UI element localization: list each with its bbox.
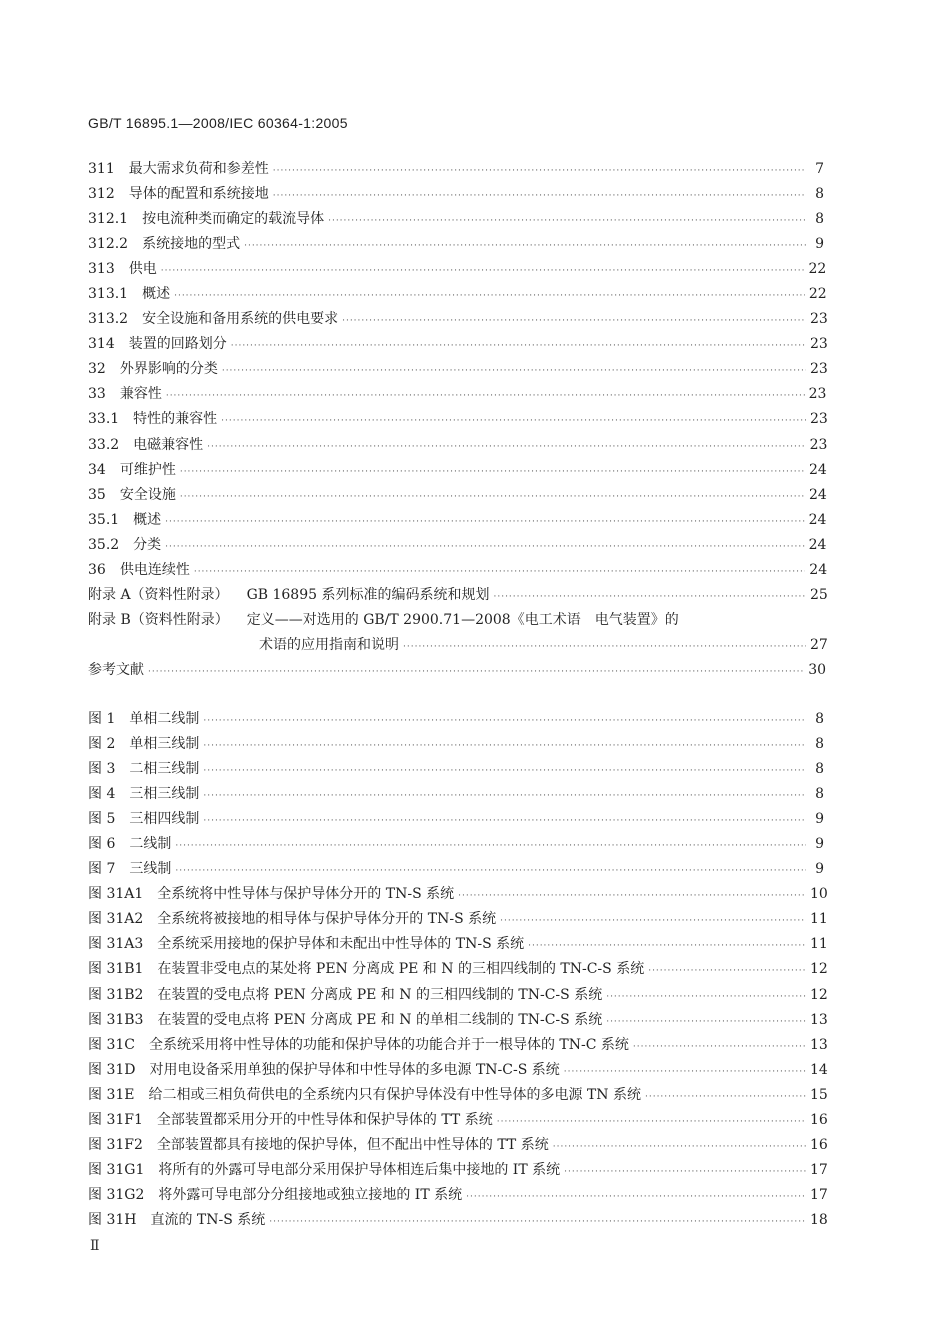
leader-dots [273, 184, 806, 209]
toc-entry-page: 8 [815, 786, 824, 803]
toc-entry-title: 概述 [142, 286, 171, 303]
toc-entry-page: 24 [809, 561, 828, 578]
toc-entry[interactable] [88, 907, 828, 932]
toc-entry-number: 313.2 [88, 311, 129, 328]
toc-entry-title: 全系统采用接地的保护导体和未配出中性导体的 TN-S 系统 [157, 936, 525, 953]
toc-entry[interactable] [88, 707, 824, 732]
toc-entry-number: 312.1 [88, 211, 129, 228]
toc-entry-page: 30 [808, 661, 827, 678]
leader-dots [606, 1010, 806, 1035]
leader-dots [500, 909, 806, 934]
toc-entry-title: GB 16895 系列标准的编码系统和规划 [246, 586, 490, 603]
toc-main [88, 157, 828, 683]
toc-entry[interactable] [88, 307, 828, 332]
toc-entry-number: 35.2 [88, 536, 120, 553]
toc-entry-title: 二线制 [129, 836, 172, 853]
toc-entry-title: 单相三线制 [129, 736, 200, 753]
toc-entry-number: 附录 B（资料性附录） [88, 611, 229, 628]
toc-entry[interactable] [88, 1058, 828, 1083]
toc-entry-title: 特性的兼容性 [133, 411, 218, 428]
toc-entry-page: 23 [810, 336, 828, 353]
toc-entry[interactable] [88, 957, 828, 982]
toc-entry-title: 将所有的外露可导电部分采用保护导体相连后集中接地的 IT 系统 [158, 1161, 561, 1178]
toc-entry-page: 11 [810, 911, 828, 928]
toc-entry-title: 系统接地的型式 [142, 236, 241, 253]
toc-entry-page: 16 [810, 1111, 828, 1128]
toc-entry-number: 312.2 [88, 236, 129, 253]
toc-entry-number: 图 31A1 [88, 886, 144, 903]
toc-entry[interactable] [88, 483, 827, 508]
leader-dots [493, 585, 806, 610]
toc-entry-title: 全部装置都具有接地的保护导体，但不配出中性导体的 TT 系统 [156, 1136, 549, 1153]
toc-entry-title: 在装置非受电点的某处将 PEN 分离成 PE 和 N 的三相四线制的 TN-C-S 系统 [157, 961, 645, 978]
toc-entry-number: 图 31C [88, 1036, 135, 1053]
toc-entry-title: 定义——对选用的 GB/T 2900.71—2008《电工术语 电气装置》的 [246, 611, 679, 628]
toc-entry[interactable] [88, 458, 827, 483]
toc-entry-title: 导体的配置和系统接地 [128, 186, 269, 203]
leader-dots [166, 384, 805, 409]
toc-entry-number: 312 [88, 186, 115, 203]
toc-entry-page: 8 [815, 736, 824, 753]
leader-dots [633, 1035, 806, 1060]
toc-entry-number: 图 3 [88, 761, 116, 778]
toc-entry[interactable] [88, 1083, 828, 1108]
leader-dots [207, 435, 805, 460]
toc-entry-page: 23 [809, 361, 828, 378]
toc-entry[interactable] [88, 433, 828, 458]
leader-dots [342, 309, 806, 334]
toc-entry-title: 分类 [133, 536, 162, 553]
toc-entry[interactable] [88, 332, 828, 357]
toc-entry-title: 外界影响的分类 [119, 361, 218, 378]
toc-entry[interactable] [88, 407, 828, 432]
toc-figures [88, 707, 828, 1233]
toc-entry[interactable] [88, 257, 827, 282]
toc-entry[interactable] [88, 757, 824, 782]
toc-entry-number: 313.1 [88, 286, 129, 303]
leader-dots [564, 1160, 806, 1185]
toc-entry[interactable] [88, 207, 824, 232]
toc-entry[interactable] [88, 558, 828, 583]
toc-entry[interactable] [88, 782, 824, 807]
toc-entry-title: 参考文献 [88, 661, 144, 678]
toc-entry-title: 电磁兼容性 [133, 436, 204, 453]
leader-dots [148, 660, 804, 685]
leader-dots [161, 259, 805, 284]
leader-dots [648, 959, 806, 984]
leader-dots [553, 1135, 806, 1160]
toc-entry-page: 24 [808, 486, 827, 503]
toc-entry-page: 22 [808, 286, 827, 303]
toc-entry-title: 三相四线制 [129, 811, 200, 828]
leader-dots [203, 809, 806, 834]
leader-dots [175, 834, 806, 859]
toc-entry-title-cont: 术语的应用指南和说明 [259, 636, 399, 653]
toc-entry-page: 10 [810, 886, 828, 903]
leader-dots [328, 209, 806, 234]
toc-entry[interactable] [88, 282, 827, 307]
toc-entry-number: 33 [88, 386, 106, 403]
toc-entry[interactable] [88, 1158, 828, 1183]
toc-entry-annex-b-cont[interactable] [88, 633, 828, 658]
toc-entry-page: 7 [815, 161, 824, 177]
toc-entry[interactable] [88, 382, 827, 407]
toc-entry-title: 概述 [133, 511, 162, 528]
toc-entry-number: 311 [88, 161, 115, 177]
toc-entry-title: 单相二线制 [129, 711, 200, 727]
toc-entry-number: 图 31A3 [88, 936, 144, 953]
leader-dots [180, 460, 805, 485]
toc-entry[interactable] [88, 857, 824, 882]
leader-dots [269, 1210, 806, 1235]
toc-entry[interactable] [88, 533, 827, 558]
toc-entry-title: 全系统将中性导体与保护导体分开的 TN-S 系统 [157, 886, 455, 903]
toc-entry-page: 24 [808, 536, 827, 553]
toc-entry-number: 313 [88, 261, 115, 278]
toc-entry-title: 按电流种类而确定的载流导体 [142, 211, 325, 228]
toc-entry[interactable] [88, 983, 828, 1008]
leader-dots [403, 635, 806, 660]
toc-entry-page: 23 [808, 386, 827, 403]
toc-entry-number: 图 31B3 [88, 1011, 144, 1028]
toc-entry-title: 全系统将被接地的相导体与保护导体分开的 TN-S 系统 [157, 911, 497, 928]
leader-dots [564, 1060, 806, 1085]
toc-entry-number: 图 31B1 [88, 961, 144, 978]
toc-entry-number: 图 31G2 [88, 1186, 145, 1203]
toc-entry-page: 12 [810, 961, 828, 978]
toc-entry-page: 8 [815, 761, 824, 778]
toc-entry-title: 装置的回路划分 [128, 336, 227, 353]
toc-entry-title: 安全设施 [119, 486, 176, 503]
toc-entry-number: 34 [88, 461, 106, 478]
toc-entry-page: 23 [810, 311, 828, 328]
toc-entry-number: 314 [88, 336, 115, 353]
toc-entry-page: 14 [810, 1061, 828, 1078]
footer-page-number: Ⅱ [90, 1238, 100, 1254]
leader-dots [194, 560, 805, 585]
toc-entry-page: 8 [815, 186, 824, 203]
leader-dots [273, 159, 806, 184]
toc-entry-title: 直流的 TN-S 系统 [150, 1211, 266, 1228]
toc-entry-page: 18 [810, 1211, 828, 1228]
toc-entry-title: 全系统采用将中性导体的功能和保护导体的功能合并于一根导体的 TN-C 系统 [148, 1036, 629, 1053]
leader-dots [606, 985, 806, 1010]
toc-entry[interactable] [88, 807, 824, 832]
toc-entry-title: 安全设施和备用系统的供电要求 [142, 311, 339, 328]
toc-entry-title: 在装置的受电点将 PEN 分离成 PE 和 N 的单相二线制的 TN-C-S 系统 [157, 1011, 603, 1028]
leader-dots [175, 859, 806, 884]
toc-entry-page: 13 [810, 1036, 828, 1053]
leader-dots [244, 234, 806, 259]
toc-entry-page: 17 [810, 1161, 828, 1178]
toc-entry-number: 图 31B2 [88, 986, 144, 1003]
toc-entry-number: 图 31D [88, 1061, 136, 1078]
toc-entry-number: 图 7 [88, 861, 116, 878]
toc-entry-number: 图 31F1 [88, 1111, 143, 1128]
toc-entry-page: 9 [815, 861, 824, 878]
toc-entry[interactable] [88, 583, 828, 608]
leader-dots [165, 510, 804, 535]
toc-entry-number: 图 31E [88, 1086, 135, 1103]
standard-header: GB/T 16895.1—2008/IEC 60364-1:2005 [88, 115, 348, 131]
toc-entry[interactable] [88, 882, 828, 907]
leader-dots [180, 485, 805, 510]
leader-dots [203, 734, 806, 759]
leader-dots [203, 784, 806, 809]
toc-entry-page: 25 [810, 586, 828, 603]
toc-entry[interactable] [88, 932, 828, 957]
toc-entry-number: 32 [88, 361, 106, 378]
toc-entry[interactable] [88, 1008, 828, 1033]
toc-entry-title: 三相三线制 [129, 786, 200, 803]
toc-entry[interactable] [88, 182, 824, 207]
leader-dots [165, 535, 804, 560]
leader-dots [203, 759, 806, 784]
toc-entry-title: 将外露可导电部分分组接地或独立接地的 IT 系统 [158, 1186, 463, 1203]
toc-entry-number: 33.1 [88, 411, 120, 428]
toc-entry[interactable] [88, 1033, 828, 1058]
toc-entry-page: 15 [810, 1086, 828, 1103]
toc-entry-page: 16 [810, 1136, 828, 1153]
leader-dots [221, 409, 806, 434]
toc-entry-page: 12 [810, 986, 828, 1003]
toc-entry-number: 图 31F2 [88, 1136, 143, 1153]
leader-dots [497, 1110, 806, 1135]
toc-entry-number: 35.1 [88, 511, 120, 528]
toc-entry[interactable] [88, 1133, 828, 1158]
toc-entry-title: 全部装置都采用分开的中性导体和保护导体的 TT 系统 [156, 1111, 493, 1128]
toc-entry-number: 图 6 [88, 836, 116, 853]
toc-entry-number: 图 31G1 [88, 1161, 145, 1178]
toc-entry-page: 9 [815, 236, 824, 253]
toc-entry-number: 36 [88, 561, 106, 578]
toc-entry[interactable] [88, 232, 824, 257]
leader-dots [203, 709, 806, 734]
toc-entry-number: 图 31H [88, 1211, 137, 1228]
toc-entry[interactable] [88, 1183, 828, 1208]
toc-entry[interactable] [88, 1208, 828, 1233]
toc-entry-number: 图 4 [88, 786, 116, 803]
toc-entry-page: 9 [815, 836, 824, 853]
toc-entry-page: 11 [810, 936, 828, 953]
toc-entry-page: 22 [808, 261, 827, 278]
toc-entry-number: 图 31A2 [88, 911, 144, 928]
toc-entry-page: 17 [810, 1186, 828, 1203]
toc-entry-title: 兼容性 [119, 386, 162, 403]
toc-entry-number: 图 1 [88, 711, 116, 727]
toc-entry[interactable] [88, 732, 824, 757]
toc-entry-title: 可维护性 [119, 461, 176, 478]
toc-entry[interactable] [88, 157, 824, 182]
leader-dots [458, 884, 806, 909]
toc-entry-title: 供电 [128, 261, 157, 278]
toc-entry[interactable] [88, 357, 828, 382]
toc-entry[interactable] [88, 1108, 828, 1133]
toc-entry-page: 23 [809, 411, 828, 428]
leader-dots [645, 1085, 806, 1110]
toc-entry-page: 24 [808, 461, 827, 478]
toc-entry-annex-b[interactable] [88, 608, 824, 633]
toc-entry-number: 图 2 [88, 736, 116, 753]
toc-entry-number: 附录 A（资料性附录） [88, 586, 229, 603]
toc-entry[interactable] [88, 832, 824, 857]
toc-entry-title: 在装置的受电点将 PEN 分离成 PE 和 N 的三相四线制的 TN-C-S 系统 [157, 986, 603, 1003]
toc-entry-number: 35 [88, 486, 106, 503]
toc-entry-title: 供电连续性 [119, 561, 190, 578]
leader-dots [231, 334, 806, 359]
leader-dots [528, 934, 806, 959]
toc-entry-page: 9 [815, 811, 824, 828]
leader-dots [466, 1185, 806, 1210]
toc-entry-references[interactable] [88, 658, 827, 683]
toc-entry[interactable] [88, 508, 827, 533]
toc-entry-title: 最大需求负荷和参差性 [128, 161, 269, 177]
toc-entry-page: 8 [815, 711, 824, 727]
toc-entry-page: 8 [815, 211, 824, 228]
toc-entry-number: 33.2 [88, 436, 120, 453]
toc-entry-page: 24 [808, 511, 827, 528]
toc-entry-title: 三线制 [129, 861, 172, 878]
toc-entry-title: 二相三线制 [129, 761, 200, 778]
toc-entry-title: 给二相或三相负荷供电的全系统内只有保护导体没有中性导体的多电源 TN 系统 [148, 1086, 641, 1103]
leader-dots [174, 284, 805, 309]
toc-entry-page: 27 [810, 636, 828, 653]
toc-entry-title: 对用电设备采用单独的保护导体和中性导体的多电源 TN-C-S 系统 [149, 1061, 560, 1078]
toc-entry-page: 13 [810, 1011, 828, 1028]
leader-dots [222, 359, 806, 384]
toc-entry-number: 图 5 [88, 811, 116, 828]
toc-entry-page: 23 [809, 436, 828, 453]
